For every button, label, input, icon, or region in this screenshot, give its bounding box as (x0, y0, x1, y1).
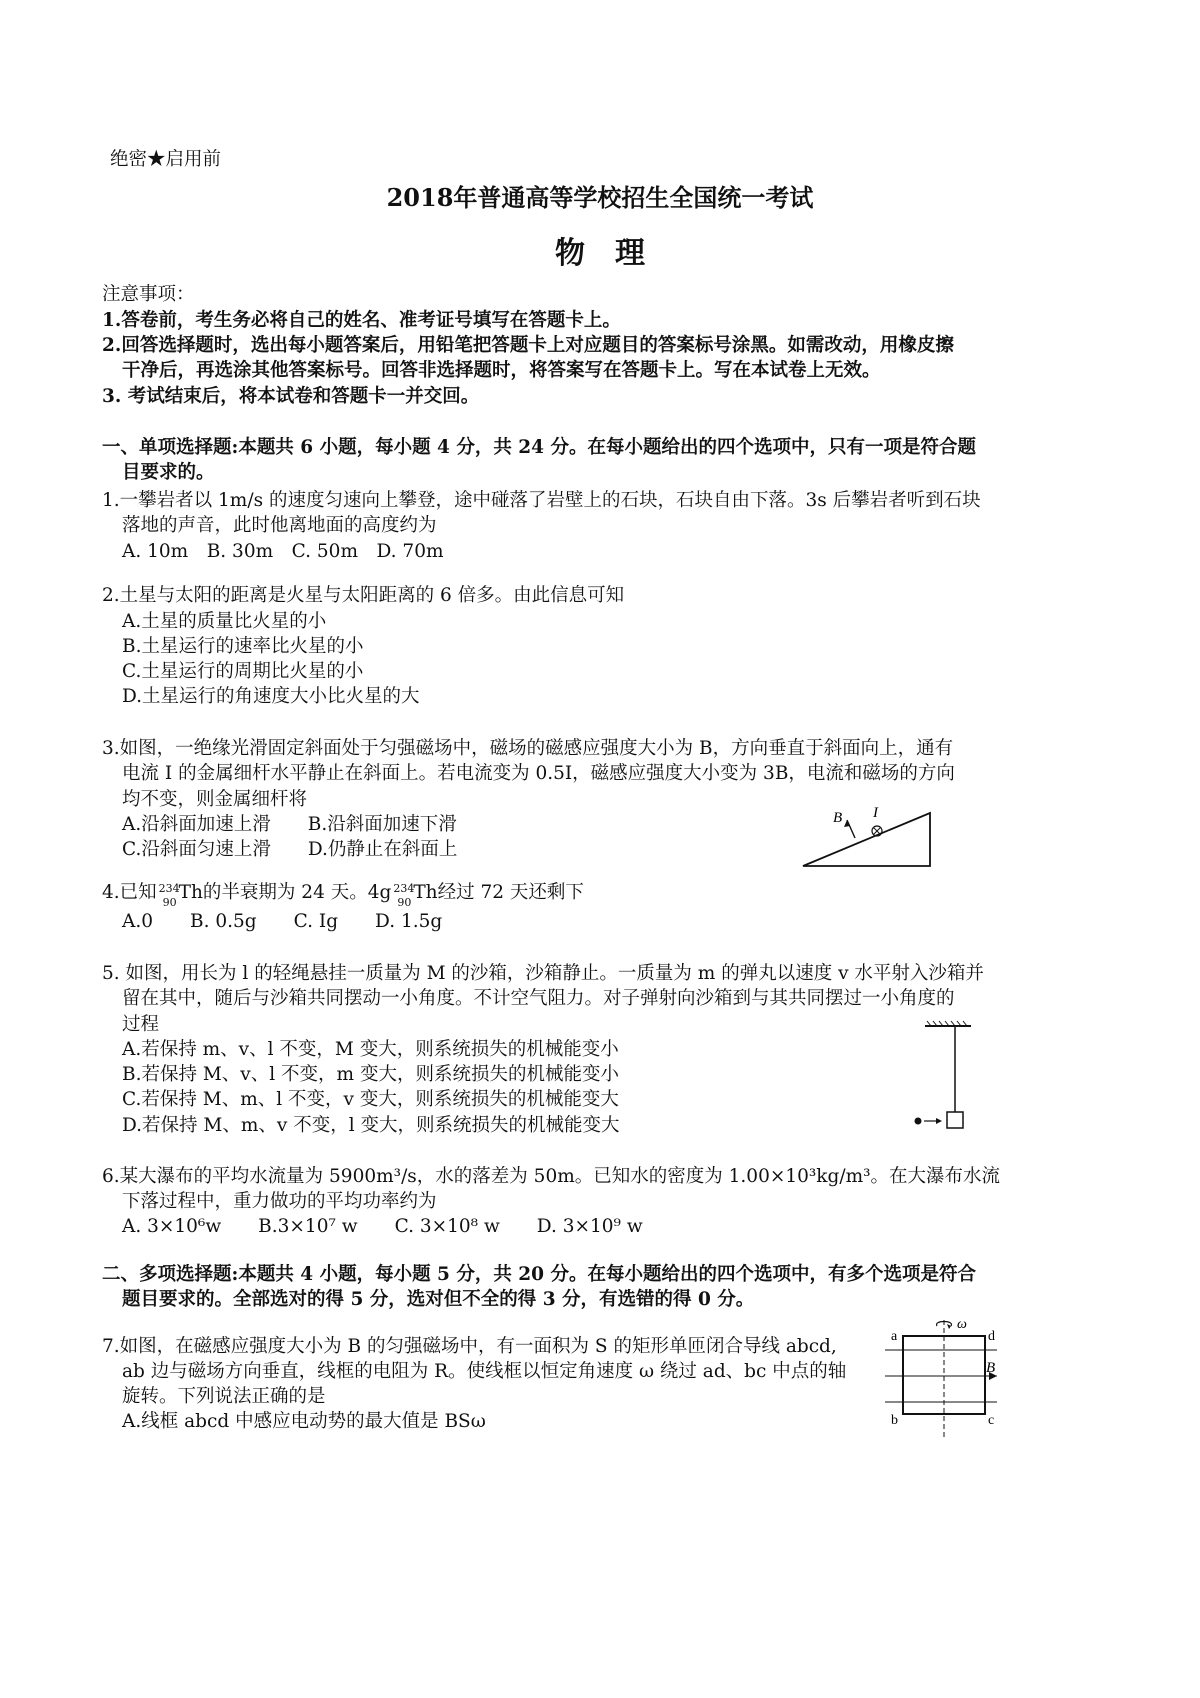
q7-option-a: A.线框 abcd 中感应电动势的最大值是 BSω (122, 1411, 486, 1432)
atomic-number-2: 90 (397, 896, 412, 909)
omega-label: ω (957, 1318, 967, 1332)
corner-label-d: d (988, 1329, 995, 1344)
field-label-b: B (986, 1360, 996, 1376)
note-2-cont: 干净后，再选涂其他答案标号。回答非选择题时，将答案写在答题卡上。写在本试卷上无效。 (122, 360, 881, 381)
corner-label-a: a (891, 1329, 898, 1344)
q5-option-a: A.若保持 m、v、l 不变，M 变大，则系统损失的机械能变小 (122, 1039, 619, 1060)
incline-label-i: I (873, 805, 878, 821)
q3-stem: 3.如图，一绝缘光滑固定斜面处于匀强磁场中，磁场的磁感应强度大小为 B，方向垂直于斜面向上，通有 (102, 738, 954, 759)
section1-heading: 一、单项选择题:本题共 6 小题，每小题 4 分，共 24 分。在每小题给出的四个选项中，只有一项是符合题 (102, 437, 976, 458)
incline-label-b: B (833, 810, 843, 826)
q2-option-a: A.土星的质量比火星的小 (122, 611, 327, 632)
q4-prefix: 4.已知 (102, 882, 157, 903)
q5-stem-cont-1: 留在其中，随后与沙箱共同摆动一小角度。不计空气阻力。对子弹射向沙箱到与其共同摆过一小角度的 (122, 988, 955, 1009)
q1-stem-cont: 落地的声音，此时他离地面的高度约为 (122, 515, 437, 536)
note-2: 2.回答选择题时，选出每小题答案后，用铅笔把答题卡上对应题目的答案标号涂黑。如需改动，用橡皮擦 (102, 335, 954, 356)
q7-stem-cont-1: ab 边与磁场方向垂直，线框的电阻为 R。使线框以恒定角速度 ω 绕过 ad、bc 中点的轴 (122, 1361, 847, 1382)
incline-figure (795, 800, 945, 872)
isotope-notation (157, 881, 180, 909)
element-symbol: Th (178, 882, 203, 903)
q1-options: A. 10m B. 30m C. 50m D. 70m (122, 541, 444, 562)
q4-stem (102, 881, 584, 909)
notes-heading: 注意事项： (102, 284, 195, 305)
q5-option-d: D.若保持 M、m、v 不变，l 变大，则系统损失的机械能变大 (122, 1115, 620, 1136)
q2-stem: 2.土星与太阳的距离是火星与太阳距离的 6 倍多。由此信息可知 (102, 585, 625, 606)
exam-title: 2018年普通高等学校招生全国统一考试 (386, 183, 814, 212)
q6-options: A. 3×10⁶w B.3×10⁷ w C. 3×10⁸ w D. 3×10⁹ w (122, 1216, 643, 1237)
atomic-number: 90 (162, 896, 177, 909)
q7-stem-cont-2: 旋转。下列说法正确的是 (122, 1386, 326, 1407)
rotating-loop-figure (885, 1318, 1005, 1443)
q4-options: A.0 B. 0.5g C. Ig D. 1.5g (122, 911, 443, 932)
section2-heading: 二、多项选择题:本题共 4 小题，每小题 5 分，共 20 分。在每小题给出的四个选项中，有多个选项是符合 (102, 1264, 976, 1285)
q3-stem-cont-2: 均不变，则金属细杆将 (122, 789, 308, 810)
mass-number-2: 234 (393, 882, 415, 895)
section2-heading-cont: 题目要求的。全部选对的得 5 分，选对但不全的得 3 分，有选错的得 0 分。 (122, 1289, 755, 1310)
q5-option-c: C.若保持 M、m、l 不变，v 变大，则系统损失的机械能变大 (122, 1089, 619, 1110)
corner-label-c: c (988, 1413, 995, 1428)
q2-option-c: C.土星运行的周期比火星的小 (122, 661, 364, 682)
q2-option-b: B.土星运行的速率比火星的小 (122, 636, 364, 657)
mass-number: 234 (158, 882, 180, 895)
isotope-notation-2 (391, 881, 415, 909)
q4-suffix: 经过 72 天还剩下 (437, 882, 584, 903)
q5-option-b: B.若保持 M、v、l 不变，m 变大，则系统损失的机械能变小 (122, 1064, 619, 1085)
section1-heading-cont: 目要求的。 (122, 462, 215, 483)
q6-stem: 6.某大瀑布的平均水流量为 5900m³/s，水的落差为 50m。已知水的密度为 1.00×10³kg/m³。在大瀑布水流 (102, 1166, 1001, 1187)
q5-stem: 5. 如图，用长为 l 的轻绳悬挂一质量为 M 的沙箱，沙箱静止。一质量为 m 的弹丸以速度 v 水平射入沙箱并 (102, 963, 984, 984)
q4-mid: 的半衰期为 24 天。4g (202, 882, 392, 903)
corner-label-b: b (891, 1413, 898, 1428)
note-3: 3. 考试结束后，将本试卷和答题卡一并交回。 (102, 386, 480, 407)
confidential-label: 绝密★启用前 (110, 149, 222, 170)
pendulum-figure (905, 1018, 975, 1136)
q2-option-d: D.土星运行的角速度大小比火星的大 (122, 686, 420, 707)
q5-stem-cont-2: 过程 (122, 1014, 160, 1035)
note-1: 1.答卷前，考生务必将自己的姓名、准考证号填写在答题卡上。 (102, 310, 621, 331)
q3-stem-cont-1: 电流 I 的金属细杆水平静止在斜面上。若电流变为 0.5I，磁感应强度大小变为 3B，电流和磁场的方向 (122, 763, 955, 784)
subject-title: 物 理 (555, 236, 645, 271)
q1-stem: 1.一攀岩者以 1m/s 的速度匀速向上攀登，途中碰落了岩壁上的石块，石块自由下落。3s 后攀岩者听到石块 (102, 490, 981, 511)
q3-options-cd: C.沿斜面匀速上滑 D.仍静止在斜面上 (122, 839, 458, 860)
q3-options-ab: A.沿斜面加速上滑 B.沿斜面加速下滑 (122, 814, 457, 835)
element-symbol-2: Th (413, 882, 438, 903)
q6-stem-cont: 下落过程中，重力做功的平均功率约为 (122, 1191, 437, 1212)
q7-stem: 7.如图，在磁感应强度大小为 B 的匀强磁场中，有一面积为 S 的矩形单匝闭合导线 abcd, (102, 1336, 837, 1357)
